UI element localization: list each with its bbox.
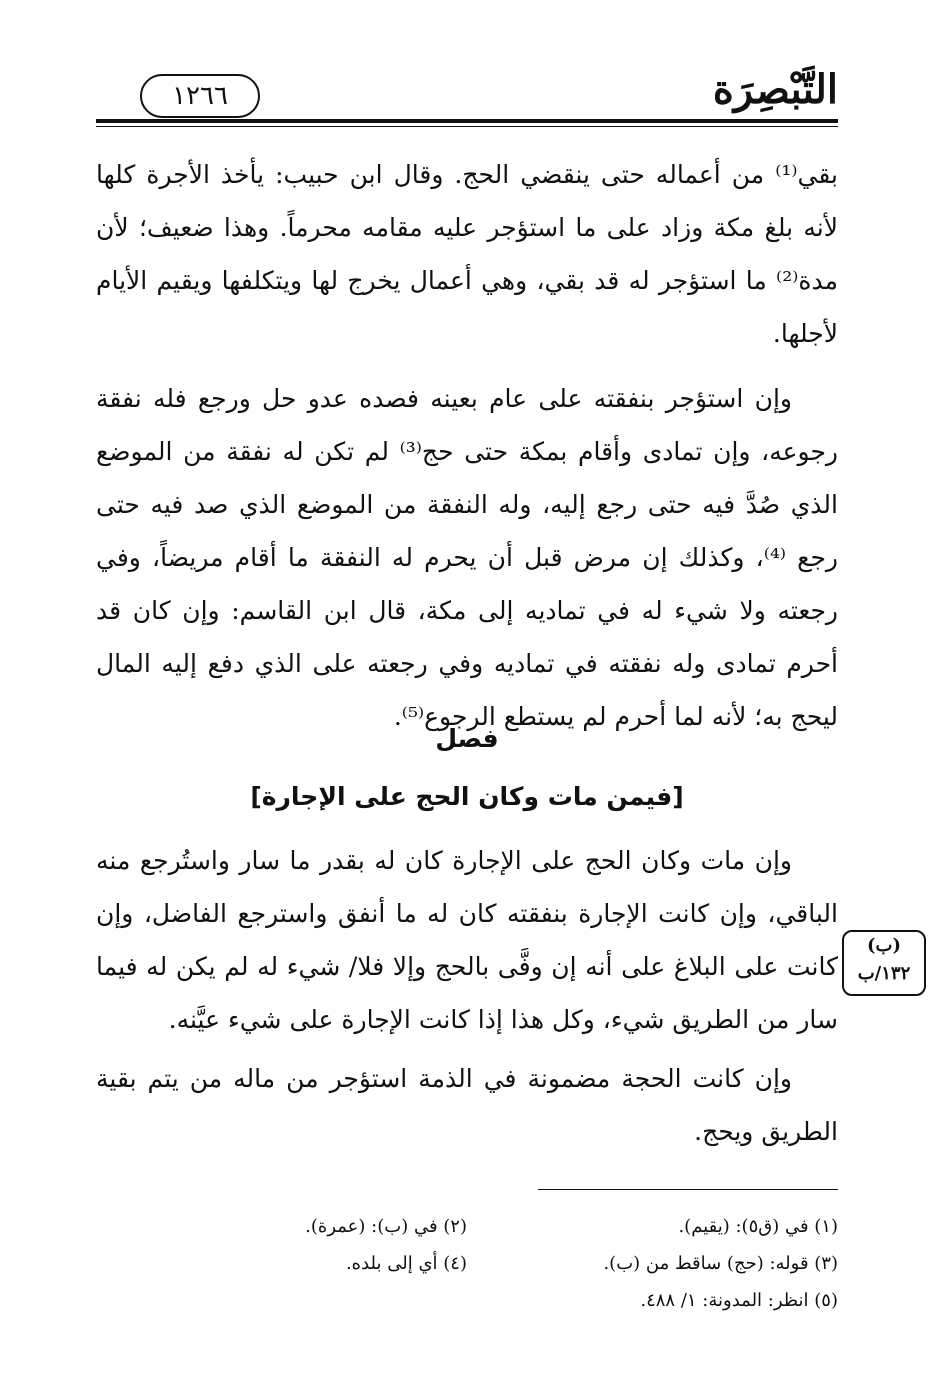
manuscript-margin-note [842,930,926,996]
footnote: (٢) في (ب): (عمرة). [305,1216,467,1237]
footnote: (١) في (ق٥): (يقيم). [678,1216,838,1237]
footnote: (٥) انظر: المدونة: ١/ ٤٨٨. [640,1290,838,1311]
page-number: ١٢٦٦ [140,74,260,118]
book-title: التَّبْصِرَة [712,66,838,113]
paragraph: وإن مات وكان الحج على الإجارة كان له بقدر ما سار واستُرجع منه الباقي، وإن كانت الإجارة بنفقته كان له ما أنفق واسترجع الفاضل، وإن كانت على البلاغ على أنه إن وفَّى بالحج وإلا فلا/ شيء له لم يكن له فيما سار من الطريق شيء، وكل هذا إذا كانت الإجارة على شيء عيَّنه. [96,846,838,1034]
footnote-separator [538,1189,838,1190]
body-text-bottom [96,834,838,1158]
header-rule-thick [96,119,838,123]
paragraph: بقي⁽¹⁾ من أعماله حتى ينقضي الحج. وقال ابن حبيب: يأخذ الأجرة كلها لأنه بلغ مكة وزاد على ما استؤجر عليه مقامه محرماً. وهذا ضعيف؛ لأن مدة⁽²⁾ ما استؤجر له قد بقي، وهي أعمال يخرج لها ويتكلفها ويقيم الأيام لأجلها. [96,160,838,348]
footnotes [96,1208,838,1319]
section-label: فصل [435,724,499,753]
body-text-top [96,148,838,743]
footnote: (٣) قوله: (حج) ساقط من (ب). [603,1253,838,1274]
header-rule-thin [96,126,838,127]
paragraph: وإن استؤجر بنفقته على عام بعينه فصده عدو حل ورجع فله نفقة رجوعه، وإن تمادى وأقام بمكة حتى حج⁽³⁾ لم تكن له نفقة من الموضع الذي صُدَّ فيه حتى رجع إليه، وله النفقة من الموضع الذي صد فيه حتى رجع ⁽⁴⁾، وكذلك إن مرض قبل أن يحرم له النفقة ما أقام مريضاً، وفي رجعته ولا شيء له في تماديه إلى مكة، قال ابن القاسم: وإن كان قد أحرم تمادى وله نفقته في تماديه وفي رجعته على الذي دفع إليه المال ليحج به؛ لأنه لما أحرم لم يستطع الرجوع⁽⁵⁾. [96,384,838,731]
paragraph: وإن كانت الحجة مضمونة في الذمة استؤجر من ماله من يتم بقية الطريق ويحج. [96,1064,838,1146]
margin-note-line: (ب) [867,935,901,956]
margin-note-line: ١٣٢/ب [857,963,911,984]
section-title: [فيمن مات وكان الحج على الإجارة] [250,782,684,811]
footnote: (٤) أي إلى بلده. [345,1253,467,1274]
